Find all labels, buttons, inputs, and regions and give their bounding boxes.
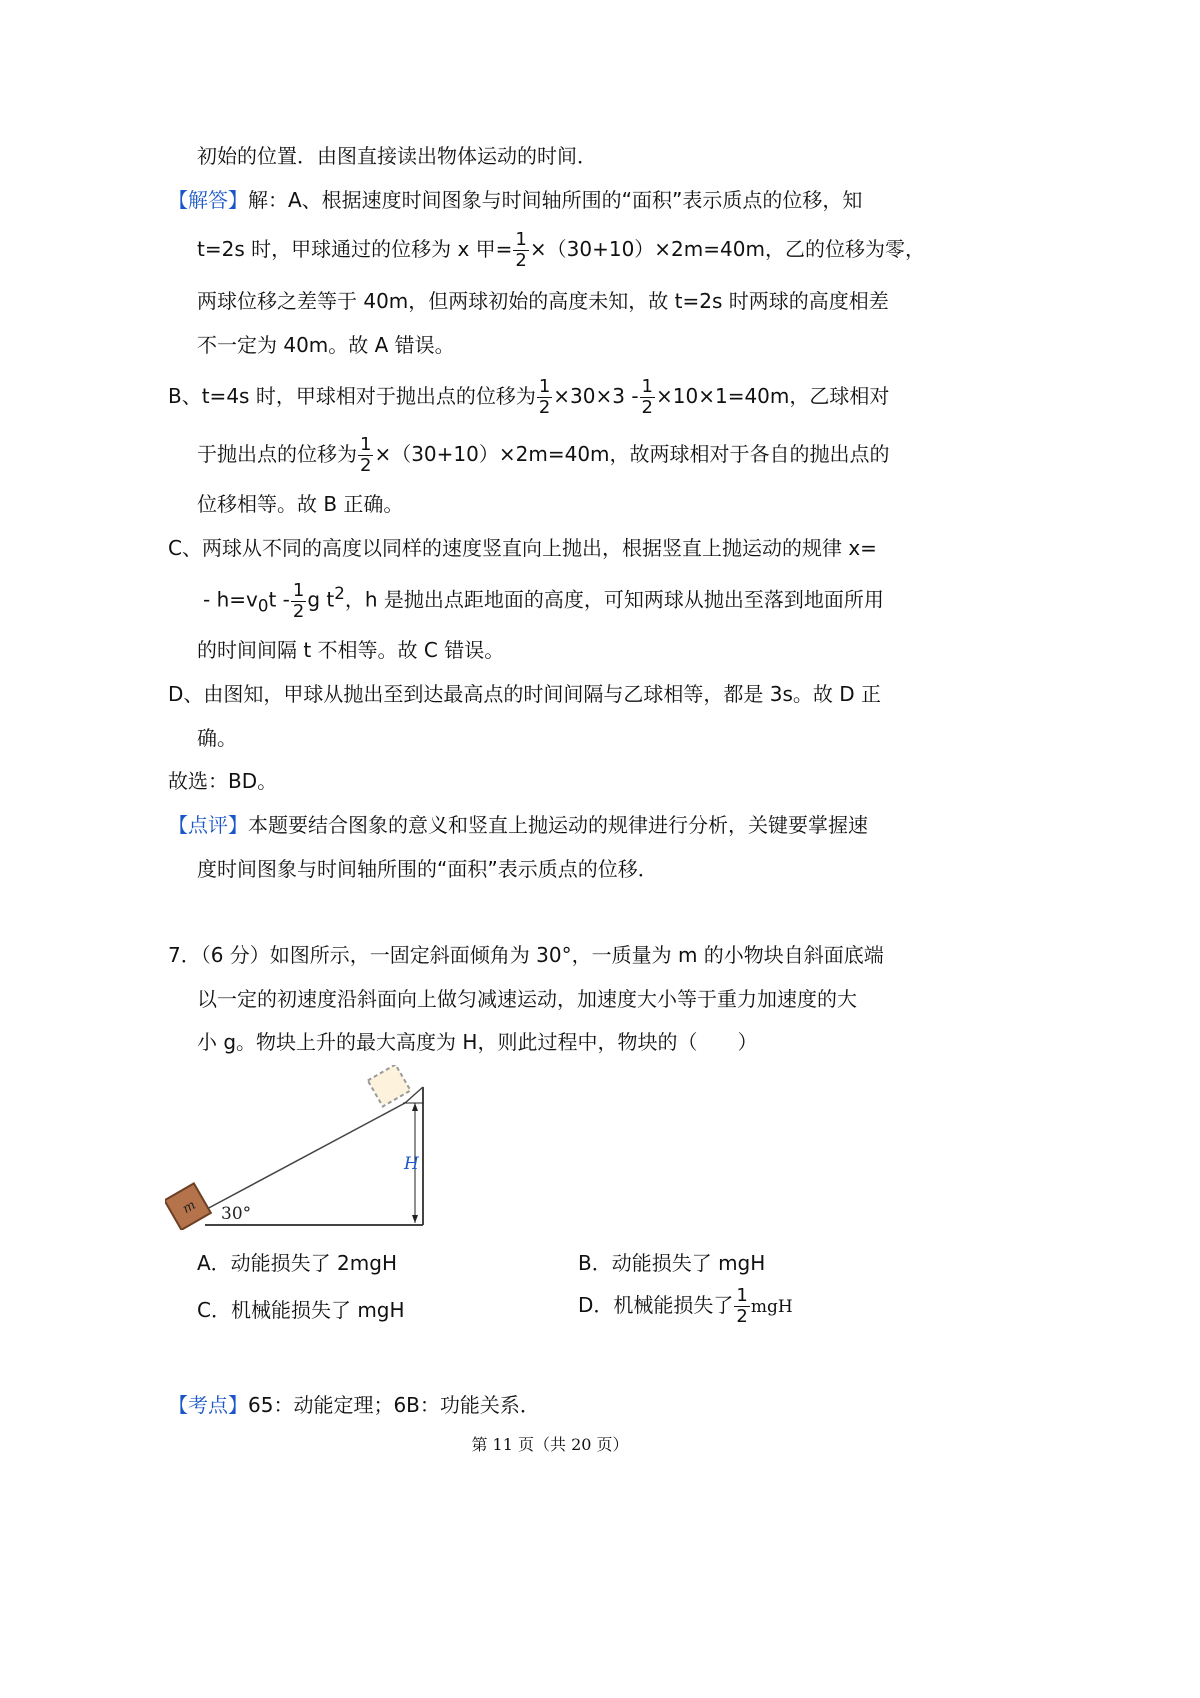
comment-label: 【点评】: [168, 813, 248, 837]
text: 2: [334, 584, 345, 603]
text: 0: [257, 596, 269, 616]
text: 65：动能定理；6B：功能关系．: [248, 1393, 540, 1417]
option-c[interactable]: C．机械能损失了 mgH: [197, 1298, 405, 1322]
text: ×（30+10）×2m=40m，故两球相对于各自的抛出点的: [374, 442, 890, 466]
question-line: 7．（6 分）如图所示，一固定斜面倾角为 30°，一质量为 m 的小物块自斜面底端: [168, 943, 884, 967]
fraction: $\frac{1}{2}$: [641, 376, 653, 418]
incline-figure: [165, 1065, 430, 1230]
text-line: 初始的位置．由图直接读出物体运动的时间．: [197, 144, 597, 168]
fraction: $\frac{1}{2}$: [515, 229, 527, 271]
text-line: [168, 377, 889, 418]
fraction: $\frac{1}{2}$: [360, 434, 372, 476]
text-line: [168, 1391, 540, 1419]
text-line: 确。: [197, 726, 237, 750]
answer-label: 【解答】: [168, 188, 248, 212]
text: ×（30+10）×2m=40m，乙的位移为零，: [529, 237, 925, 261]
fraction: $\frac{1}{2}$: [538, 376, 551, 418]
text: t=2s 时，甲球通过的位移为 x 甲=: [197, 237, 513, 261]
text: g t: [307, 587, 335, 612]
text-line: 不一定为 40m。故 A 错误。: [197, 333, 455, 357]
angle-label: 30°: [221, 1204, 252, 1224]
text: ×10×1=40m，乙球相对: [656, 384, 890, 408]
option-a[interactable]: A．动能损失了 2mgH: [197, 1251, 397, 1275]
text-line: [168, 186, 862, 214]
option-d[interactable]: [578, 1286, 793, 1327]
fraction: $\frac{1}{2}$: [736, 1285, 748, 1327]
text: 解：A、根据速度时间图象与时间轴所围的“面积”表示质点的位移，知: [248, 188, 863, 212]
height-label: H: [404, 1154, 419, 1174]
text-line: 的时间间隔 t 不相等。故 C 错误。: [197, 638, 505, 662]
question-line: 以一定的初速度沿斜面向上做匀减速运动，加速度大小等于重力加速度的大: [197, 987, 857, 1011]
text: B、t=4s 时，甲球相对于抛出点的位移为: [168, 384, 536, 408]
text-line: [203, 580, 884, 622]
text-line: 故选：BD。: [168, 769, 278, 793]
text-line: C、两球从不同的高度以同样的速度竖直向上抛出，根据竖直上抛运动的规律 x=: [168, 536, 877, 560]
keypoint-label: 【考点】: [168, 1393, 248, 1417]
page-footer: 第 11 页（共 20 页）: [471, 1435, 629, 1454]
text-line: D、由图知，甲球从抛出至到达最高点的时间间隔与乙球相等，都是 3s。故 D 正: [168, 682, 882, 706]
text-line: [197, 230, 925, 271]
text: ×30×3 -: [553, 384, 639, 408]
text: 本题要结合图象的意义和竖直上抛运动的规律进行分析，关键要掌握速: [248, 813, 868, 837]
text: ，h 是抛出点距地面的高度，可知两球从抛出至落到地面所用: [344, 587, 884, 612]
block-top: [368, 1065, 411, 1106]
option-b[interactable]: B．动能损失了 mgH: [578, 1251, 766, 1275]
text-line: 位移相等。故 B 正确。: [197, 492, 404, 516]
text-line: 两球位移之差等于 40m，但两球初始的高度未知，故 t=2s 时两球的高度相差: [197, 289, 889, 313]
text: t -: [268, 587, 290, 612]
text-line: [197, 435, 890, 476]
text: - h=v: [203, 587, 258, 612]
text: 于抛出点的位移为: [197, 442, 357, 466]
text: mgH: [750, 1297, 793, 1317]
text: D．机械能损失了: [578, 1293, 734, 1317]
fraction: $\frac{1}{2}$: [292, 579, 305, 622]
text-line: [168, 811, 868, 839]
question-line: 小 g。物块上升的最大高度为 H，则此过程中，物块的（ ）: [197, 1030, 758, 1054]
svg-text:m: m: [180, 1197, 199, 1217]
text-line: 度时间图象与时间轴所围的“面积”表示质点的位移．: [197, 857, 658, 881]
block-bottom: [165, 1183, 211, 1229]
